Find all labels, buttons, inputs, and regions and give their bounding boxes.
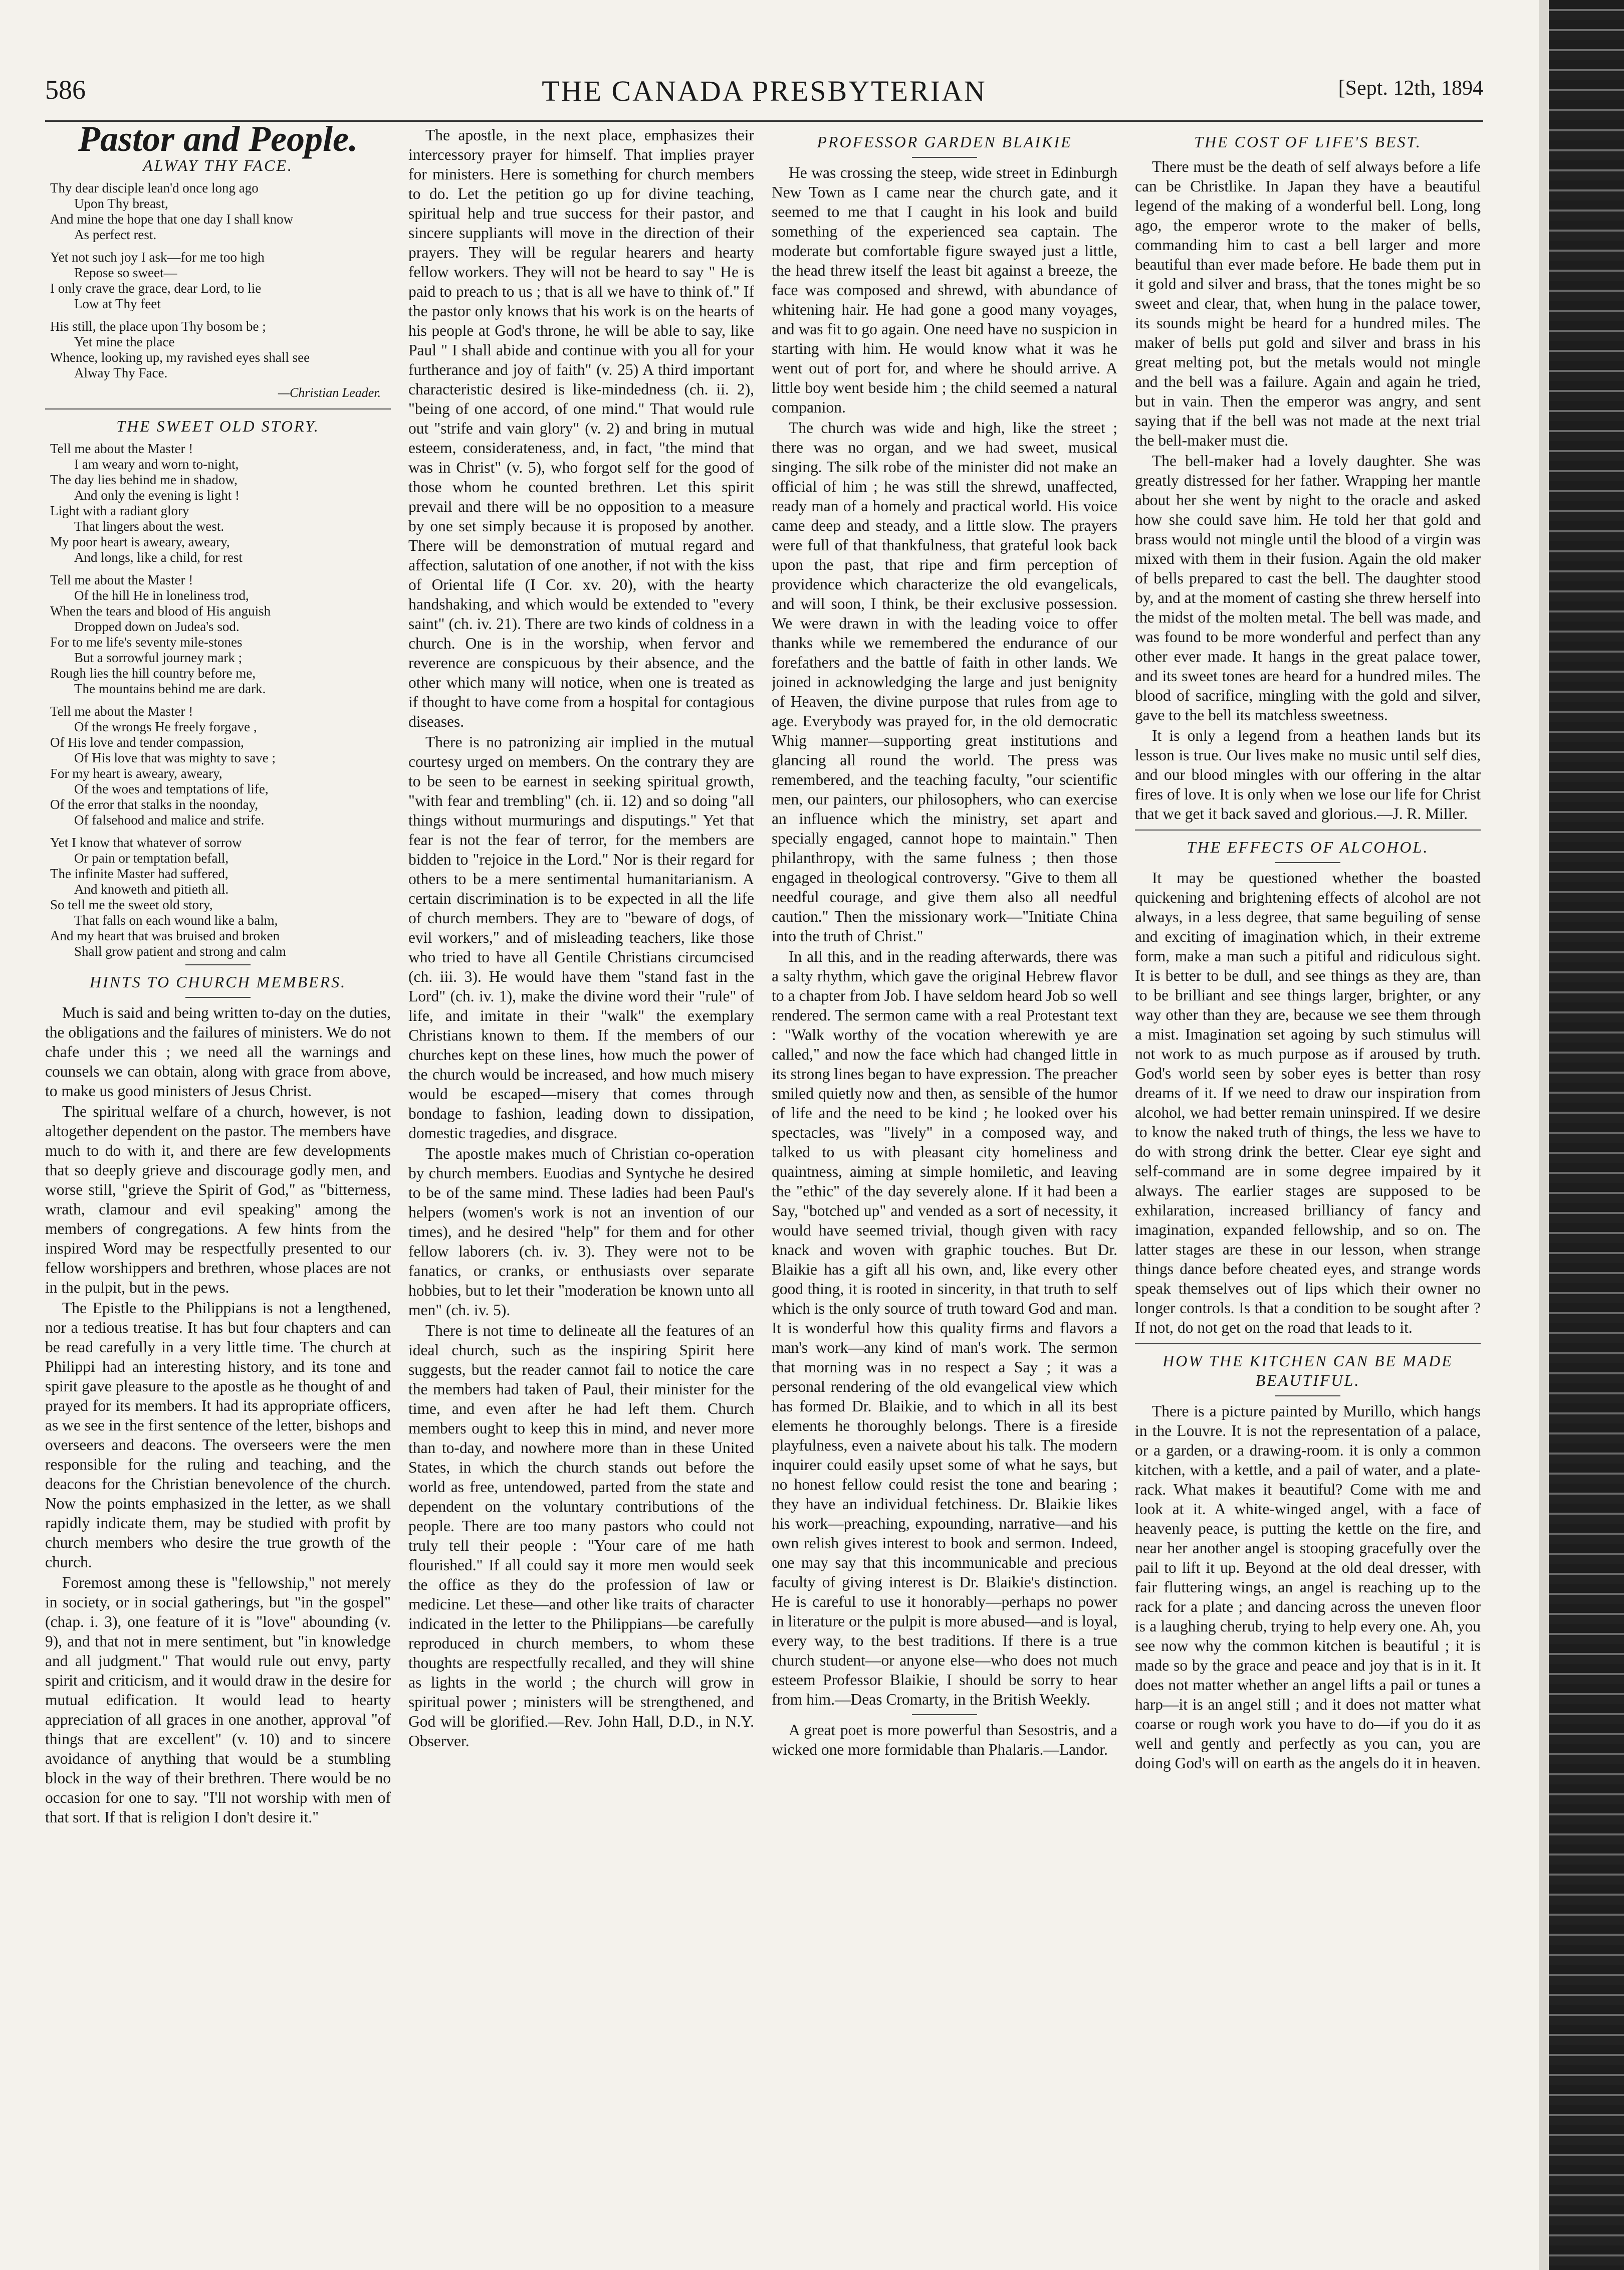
paragraph: There is a picture painted by Murillo, which hangs in the Louvre. It is not the representation of a palace, or a garden, or a drawing-room. it is only a common kitchen, with a kettle, and a pail of water, and a plate-rack. What makes it beautiful? Come with me and look at it. A white-winged angel, with a face of heavenly peace, is putting the kettle on the fire, and near her another angel is stooping gracefully over the pail to lift it up. Beyond at the old deal dresser, with fair fluttering wings, an angel is reaching up to the rack for a plate ; and dancing across the uneven floor is a laughing cherub, trying to help every one. Ah, you see now why the common kitchen is beautiful ; it is made so by the grace and peace and joy that is in it. It does not matter whether an angel lifts a pail or tunes a harp—it is an angel still ; and it does not matter what coarse or rough work you have to do—if you do it as well and gently and perfectly as you can, you are doing God's will on earth as the angels do it in heaven. xyxy=(1135,1402,1481,1772)
paragraph: It may be questioned whether the boasted quickening and brightening effects of alcohol are not always, in a less degree, that same beguiling of sense and exciting of imagination which, in their extreme form, make a man such a pitiful and ridiculous sight. It is better to be dull, and see things as they are, than to be brilliant and see things larger, brighter, or any way other than they are, because we see them through a mist. Imagination set agoing by such stimulus will not work to as much purpose as if aroused by truth. God's world seen by sober eyes is better than rosy dreams of it. If we need to draw our inspiration from alcohol, we had better remain uninspired. If we desire to know the naked truth of things, the less we have to do with strong drink the better. Clear eye sight and self-command are in some degree impaired by it always. The earlier stages are supposed to be exhilaration, increased brilliancy of fancy and imagination, expanded fellowship, and so on. The latter stages are these in our lesson, when strange things dance before cheated eyes, and strange words speak themselves out of lips which their owner no longer controls. Is that a condition to be sought after ? If not, do not get on the road that leads to it. xyxy=(1135,869,1481,1336)
issue-date: [Sept. 12th, 1894 xyxy=(1338,77,1483,100)
poem-line: Yet mine the place xyxy=(74,334,175,349)
journal-title: THE CANADA PRESBYTERIAN xyxy=(542,75,987,107)
poem-line: The mountains behind me are dark. xyxy=(74,681,266,696)
paragraph: It is only a legend from a heathen lands but its lesson is true. Our lives make no music until self dies, and our blood mingles with our offering in the altar fires of love. It is only when we lose our life for Christ that we get it back saved and glorious.—J. R. Miller. xyxy=(1135,727,1481,822)
divider xyxy=(185,964,251,965)
article-title-blaikie: PROFESSOR GARDEN BLAIKIE xyxy=(817,133,1072,151)
paragraph: The bell-maker had a lovely daughter. She was greatly distressed for her father. Wrapping her mantle about her she went by night to the oracle and asked how she could save him. He told her that gold and brass would not mingle until the blood of a virgin was mixed with them in their fusion. Again the old maker of bells prepared to cast the bell. The daughter stood by, and at the moment of casting she threw herself into the midst of the molten metal. The bell was made, and was found to be more wonderful and perfect than any other ever made. It hangs in the great palace tower, and its sweet tones are heard for a hundred miles. The blood of sacrifice, mingling with the gold and silver, gave to the bell its matchless sweetness. xyxy=(1135,452,1481,724)
poem-line: Of His love that was mighty to save ; xyxy=(74,750,276,765)
poem-line: So tell me the sweet old story, xyxy=(50,897,213,912)
article-title-kitchen: HOW THE KITCHEN CAN BE MADE BEAUTIFUL. xyxy=(1163,1352,1453,1389)
poem-line: Or pain or temptation befall, xyxy=(74,851,229,866)
poem-line: Of falsehood and malice and strife. xyxy=(74,812,265,828)
poem-line: Yet not such joy I ask—for me too high xyxy=(50,250,265,265)
poem-line: Repose so sweet— xyxy=(74,265,177,280)
divider xyxy=(1275,1395,1340,1396)
poem-line: Low at Thy feet xyxy=(74,296,161,311)
paragraph: The church was wide and high, like the street ; there was no organ, and we had sweet, musical singing. The silk robe of the minister did not make an official of him ; he was still the shrewd, unaffected, ready man of a homely and practical world. His voice came deep and steady, and a little slow. The prayers were full of that thankfulness, that grateful look back upon the past, that ripe and firm perception of providence which characterize the old evangelicals, and will soon, I think, be their exclusive possession. We were drawn in with the leading voice to offer thanks while we remembered the endurance of our forefathers and the battle of faith in other lands. We joined in acknowledging the large and just benignity of Heaven, the divine purpose that rules from age to age. Everybody was prayed for, in the old democratic Whig manner—supporting great institutions and glancing all round the world. The press was remembered, and the teaching faculty, "our scientific men, our painters, our philosophers, who can exercise an influence which the ministry, set apart and specially engaged, cannot hope to maintain." Then philanthropy, with the same fulness ; then those engaged in theological controversy. "Give to them all needful courage, and give them also all needful caution." Then the missionary work—"Initiate China into the truth of Christ." xyxy=(772,419,1117,945)
poem-line: That lingers about the west. xyxy=(74,519,224,534)
poem-line: The infinite Master had suffered, xyxy=(50,866,228,881)
poem-line: I am weary and worn to-night, xyxy=(74,457,239,472)
article-title-hints: HINTS TO CHURCH MEMBERS. xyxy=(89,973,347,991)
quote-landor: A great poet is more powerful than Sesostris, and a wicked one more formidable than Phalaris.—Landor. xyxy=(772,1721,1117,1758)
section-heading: Pastor and People. xyxy=(78,125,358,159)
page-edge-shadow xyxy=(1539,0,1549,2270)
article-title-cost: THE COST OF LIFE'S BEST. xyxy=(1194,133,1422,151)
poem-line: That falls on each wound like a balm, xyxy=(74,913,278,928)
poem-line: And knoweth and pitieth all. xyxy=(74,882,229,897)
paragraph: He was crossing the steep, wide street in Edinburgh New Town as I came near the church gate, and it seemed to me that I caught in his look and build something of the experienced sea captain. The moderate but comfortable figure swayed just a little, the head threw itself the least bit against a breeze, the face was composed and shrewd, with abundance of whitening hair. He had gone a good many voyages, and was fit to go again. One need have no suspicion in starting with him. He would know what it was he went out of port for, and where he should arrive. A little boy went beside him ; the child seemed a natural companion. xyxy=(772,164,1117,416)
paragraph: There must be the death of self always before a life can be Christlike. In Japan they have a beautiful legend of the making of a wonderful bell. Long, long ago, the emperor wrote to the maker of bells, commanding him to cast a bell larger and more beautiful than ever made before. He bade them put in it gold and silver and brass, that the tones might be so sweet and clear, that, when hung in the palace tower, its sounds might be heard for a hundred miles. The maker of bells put gold and silver and brass in his great melting pot, but the metals would not mingle and the bell was a failure. Again and again he tried, but in vain. Then the emperor was angry, and sent saying that if the bell was not made at the next trial the bell-maker must die. xyxy=(1135,158,1481,449)
paragraph: The apostle makes much of Christian co-operation by church members. Euodias and Syntyche he desired to be of the same mind. These ladies had been Paul's helpers (women's work is not an invention of our times), and he desired "help" for them and for other fellow laborers (ch. iv. 3). They were not to be fanatics, or cranks, or enthusiasts over separate hobbies, but to let their "moderation be known unto all men" (ch. iv. 5). xyxy=(408,1145,754,1319)
divider xyxy=(912,157,977,158)
poem-line: And longs, like a child, for rest xyxy=(74,550,243,565)
column-4 xyxy=(1135,125,1481,2245)
poem-line: Alway Thy Face. xyxy=(74,365,168,380)
page-number: 586 xyxy=(45,75,86,105)
poem-line: Tell me about the Master ! xyxy=(50,572,193,587)
poem-line: Of His love and tender compassion, xyxy=(50,735,244,750)
poem-line: Shall grow patient and strong and calm xyxy=(74,944,286,959)
paragraph: There is not time to delineate all the features of an ideal church, such as the inspiring Spirit here suggests, but the reader cannot fail to notice the care the members had taken of Paul, their minister for the time, and even after he had left them. Church members ought to keep this in mind, and never more than to-day, and nowhere more than in these United States, in which the church stands out before the world as free, untendowed, parted from the state and dependent on the voluntary contributions of the people. There are too many pastors who could not truly tell their people : "Your care of me hath flourished." If all could say it more men would seek the office as they do the profession of law or medicine. Let these—and other like traits of character indicated in the letter to the Philippians—be carefully reproduced in church members, to whom these thoughts are respectfully recalled, and they will shine as lights in the world ; the church will grow in spiritual power ; ministers will be strengthened, and God will be glorified.—Rev. John Hall, D.D., in N.Y. Observer. xyxy=(408,1322,754,1750)
divider xyxy=(1275,862,1340,863)
paragraph: Much is said and being written to-day on the duties, the obligations and the failures of ministers. We do not chafe under this ; we need all the warnings and counsels we can obtain, along with grace from above, to make us good ministers of Jesus Christ. xyxy=(45,1004,391,1100)
divider xyxy=(1135,830,1481,831)
poem-line: For my heart is aweary, aweary, xyxy=(50,766,222,781)
poem-line: And my heart that was bruised and broken xyxy=(50,928,280,943)
poem-line: And only the evening is light ! xyxy=(74,488,240,503)
paragraph: The Epistle to the Philippians is not a lengthened, nor a tedious treatise. It has but four chapters and can be read carefully in a very little time. The church at Philippi had an interesting history, and its tone and spirit gave pleasure to the apostle as he thought of and prayed for its members. It had its appropriate officers, as we see in the first sentence of the letter, bishops and overseers and deacons. The overseers were the men responsible for the ruling and teaching, and the deacons for the Christian benevolence of the church. Now the points emphasized in the letter, as we shall rapidly indicate them, may be studied with profit by church members who desire the true growth of the church. xyxy=(45,1299,391,1571)
column-1 xyxy=(45,125,391,2245)
divider xyxy=(1135,1343,1481,1344)
poem-line: As perfect rest. xyxy=(74,227,157,242)
poem-face xyxy=(50,180,391,381)
poem-story xyxy=(50,441,391,959)
poem-line: Of the error that stalks in the noonday, xyxy=(50,797,259,812)
column-3 xyxy=(772,125,1117,2245)
poem-line: Thy dear disciple lean'd once long ago xyxy=(50,180,259,195)
attribution-face: —Christian Leader. xyxy=(278,385,381,400)
poem-line: Light with a radiant glory xyxy=(50,503,189,518)
poem-line: I only crave the grace, dear Lord, to lie xyxy=(50,281,262,296)
poem-line: My poor heart is aweary, aweary, xyxy=(50,534,230,549)
poem-line: When the tears and blood of His anguish xyxy=(50,603,271,618)
divider xyxy=(185,997,251,998)
poem-line: And mine the hope that one day I shall know xyxy=(50,212,294,227)
masthead xyxy=(45,74,1483,114)
poem-line: Tell me about the Master ! xyxy=(50,704,193,719)
poem-line: For to me life's seventy mile-stones xyxy=(50,635,243,650)
masthead-rule xyxy=(45,120,1483,122)
article-title-story: THE SWEET OLD STORY. xyxy=(116,417,320,435)
poem-line: The day lies behind me in shadow, xyxy=(50,472,238,487)
paragraph: The spiritual welfare of a church, however, is not altogether dependent on the pastor. The members have much to do with it, and there are few developments that so deeply grieve and discourage godly men, and worse still, "grieve the Spirit of God," as "bitterness, wrath, clamour and evil speaking" among the members of congregations. A few hints from the inspired Word may be respectfully presented to our fellow worshippers and brethren, whose places are not in the pulpit, but in the pews. xyxy=(45,1103,391,1296)
divider xyxy=(912,1714,977,1715)
column-2 xyxy=(408,125,754,2245)
article-title-face: ALWAY THY FACE. xyxy=(143,156,293,174)
paragraph: There is no patronizing air implied in the mutual courtesy urged on members. On the contrary they are to be seen to be earnest in seeking spiritual growth, "with fear and trembling" (ch. ii. 12) and so doing "all things without murmurings and disputings." Yet that fear is not the fear of terror, for the members are bidden to "rejoice in the Lord." Nor is their regard for others to be a mere sentimental humanitarianism. A certain discrimination is to be expected in all the life of church members. They are to "beware of dogs, of evil workers," and of misleading teachers, like those who tried to have all Gentile Christians circumcised (ch. iii. 3). He would have them "stand fast in the Lord" (ch. iv. 1), make the divine word their "rule" of life, and imitate in their "walk" the exemplary Christians known to them. If the members of our churches kept on these lines, how much the power of the church would be increased, and how much misery would be escaped—misery that comes through bondage to fashion, leading down to dissipation, domestic tragedies, and disgrace. xyxy=(408,733,754,1142)
poem-line: Upon Thy breast, xyxy=(74,196,168,211)
poem-line: Of the woes and temptations of life, xyxy=(74,781,269,796)
poem-line: Dropped down on Judea's sod. xyxy=(74,619,240,634)
paragraph: In all this, and in the reading afterwards, there was a salty rhythm, which gave the original Hebrew flavor to a chapter from Job. I have seldom heard Job so well rendered. The sermon came with a real Protestant text : "Walk worthy of the vocation wherewith ye are called," and now the face which had changed little in its strong lines began to have expression. The preacher smiled quietly now and then, as sensible of the humor of life and the need to be kind ; he looked over his spectacles, was "lively" in a composed way, and talked to us with pleasant city homeliness and quaintness, aiming at simple homiletic, and leaving the "ethic" of the day severely alone. If it had been a Say, "botched up" and vended as a sort of necessity, it would have seemed trivial, though given with racy knack and woven with graphic touches. But Dr. Blaikie has a gift all his own, and, like every other good thing, it is rooted in sincerity, in that truth to self which is the only source of truth toward God and man. It is wonderful how this quality firms and flavors a man's work—any kind of man's work. The sermon that morning was in no respect a Say ; it was a personal rendering of the old evangelical view which has formed Dr. Blaikie, and to which in all its best elements he thoroughly belongs. There is a fireside playfulness, even a naivete about his talk. The modern inquirer could easily upset some of what he says, but no honest fellow could resist the tone and bearing ; they have an individual fetchiness. Dr. Blaikie likes his work—preaching, expounding, narrative—and his own relish gives interest to book and sermon. Indeed, one may say that this incommunicable and precious faculty of giving interest is Dr. Blaikie's distinction. He is careful to use it honorably—perhaps no power in literature or the pulpit is more abused—and is loyal, every way, to the best traditions. If there is a true church student—or anyone else—who does not much esteem Professor Blaikie, I should be sorry to hear from him.—Deas Cromarty, in the British Weekly. xyxy=(772,948,1117,1708)
poem-line: Of the wrongs He freely forgave , xyxy=(74,719,257,734)
poem-line: Yet I know that whatever of sorrow xyxy=(50,835,242,850)
poem-line: Whence, looking up, my ravished eyes shall see xyxy=(50,350,310,365)
divider xyxy=(45,408,391,409)
poem-line: But a sorrowful journey mark ; xyxy=(74,650,243,665)
poem-line: Rough lies the hill country before me, xyxy=(50,666,256,681)
binding-edge xyxy=(1549,0,1624,2270)
poem-line: Tell me about the Master ! xyxy=(50,441,193,456)
paragraph: Foremost among these is "fellowship," not merely in society, or in social gatherings, but "in the gospel" (chap. i. 3), one feature of it is "love" abounding (v. 9), and that not in mere sentiment, but "in knowledge and all judgment." That would rule out envy, party spirit and criticism, and it would draw in the desire for mutual edification. It would lead to hearty appreciation of all graces in one another, approval "of things that are excellent" (v. 10) and to sincere avoidance of anything that would be a stumbling block in the way of their brethren. There would be no occasion for one to say. "I'll not worship with men of that sort. If that is religion I don't desire it." xyxy=(45,1574,391,1826)
article-title-alcohol: THE EFFECTS OF ALCOHOL. xyxy=(1187,838,1429,856)
poem-line: Of the hill He in loneliness trod, xyxy=(74,588,249,603)
paragraph: The apostle, in the next place, emphasizes their intercessory prayer for himself. That implies prayer for ministers. Here is something for church members to do. Let the petition go up for divine teaching, spiritual help and true success for their pastor, and sincere suppliants will move in the direction of their prayers. They will be regular hearers and hearty fellow workers. They will not be heard to say " He is paid to preach to us ; that is all we have to think of." If the pastor only knows that his work is on the hearts of his people at God's throne, he will be able to say, like Paul " I shall abide and continue with you all for your furtherance and joy of faith" (v. 25) A third important characteristic desired is like-mindedness (ch. ii. 2), "being of one accord, of one mind." That would rule out "strife and vain glory" (v. 2) and bring in mutual esteem, considerateness, and, in fact, "the mind that was in Christ" (v. 5), who forgot self for the good of those whom he counted brethren. Let this spirit prevail and there will be no opposition to a measure by one set simply because it is proposed by another. There will be demonstration of mutual regard and affection, salutation of one another, if not with the kiss of Oriental life (I Cor. xv. 20), with the hearty handshaking, and which would be extended to "every saint" (ch. iv. 21). There are two kinds of coldness in a church. One is in the worship, when fervor and reverence are conspicuous by their absence, and the other which many will notice, when one is treated as if thought to have come from a hospital for contagious diseases. xyxy=(408,126,754,730)
poem-line: His still, the place upon Thy bosom be ; xyxy=(50,319,266,334)
